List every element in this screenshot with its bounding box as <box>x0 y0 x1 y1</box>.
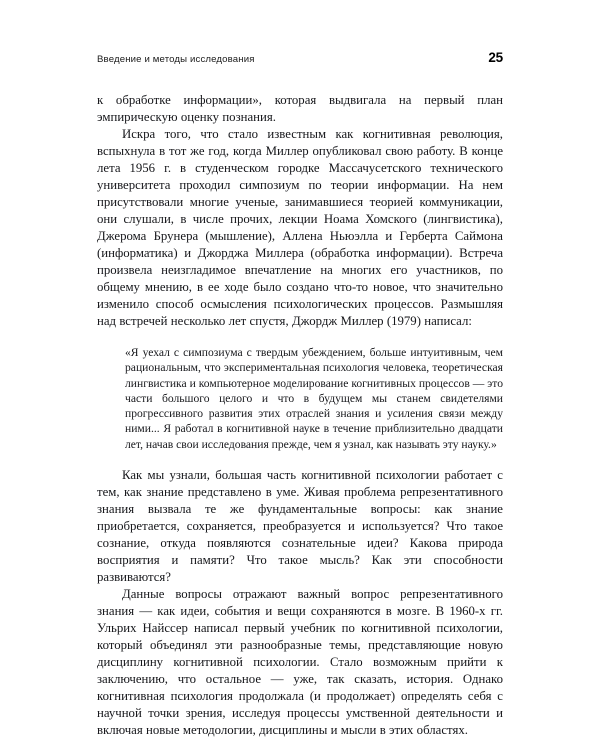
paragraph-knowledge-representation: Как мы узнали, большая часть когнитивной психологии работает с тем, как знание представлено в уме. Живая проблема репрезентативного знания вызвала те же фундаментальные вопросы: как знание приобретается, сохраняется, преобразуется и используется? Что такое сознание, откуда появляются сознательные идеи? Какова природа восприятия и памяти? Что такое мысль? Как эти способности развиваются? <box>97 468 503 585</box>
page-number: 25 <box>488 50 503 65</box>
blockquote-miller <box>97 345 503 452</box>
body-text-column <box>97 92 503 739</box>
blockquote-text: «Я уехал с симпозиума с твердым убеждением, больше интуитивным, чем рациональным, что экспериментальная психология человека, теоретическая лингвистика и компьютерное моделирование когнитивных процессов — это части большого целого и что в будущем мы станем свидетелями прогрессивного развития этих отраслей знания и усиления связи между ними... Я работал в когнитивной науке в течение приблизительно двадцати лет, начав свои исследования прежде, чем я узнал, как называть эту науку.» <box>125 346 503 451</box>
paragraph-continuation: к обработке информации», которая выдвигала на первый план эмпирическую оценку познания. <box>97 93 503 124</box>
paragraph-neisser-textbook: Данные вопросы отражают важный вопрос репрезентативного знания — как идеи, события и вещи сохраняются в мозге. В 1960-х гг. Ульрих Найссер написал первый учебник по когнитивной психологии, который объединял эти разнообразные темы, представляющие новую дисциплину когнитивной психологии. Стало возможным прийти к заключению, что остальное — уже, так сказать, история. Однако когнитивная психология продолжала (и продолжает) определять себя с научной точки зрения, исследуя процессы умственной деятельности и включая новые методологии, дисциплины и мысли в этих областях. <box>97 587 503 738</box>
running-head-title: Введение и методы исследования <box>97 54 255 65</box>
running-head <box>97 50 503 65</box>
paragraph-cognitive-revolution: Искра того, что стало известным как когнитивная революция, вспыхнула в тот же год, когда Миллер опубликовал свою работу. В конце лета 1956 г. в студенческом городке Массачусетского технического университета проходил симпозиум по теории информации. На нем присутствовали многие ученые, занимавшиеся теорией коммуникации, они слушали, в числе прочих, лекции Ноама Хомского (лингвистика), Джерома Брунера (мышление), Аллена Ньюэлла и Герберта Саймона (информатика) и Джорджа Миллера (обработка информации). Встреча произвела неизгладимое впечатление на многих его участников, по общему мнению, в ее ходе было создано что-то новое, что значительно изменило способ осмысления психологических процессов. Размышляя над встречей несколько лет спустя, Джордж Миллер (1979) написал: <box>97 127 503 328</box>
